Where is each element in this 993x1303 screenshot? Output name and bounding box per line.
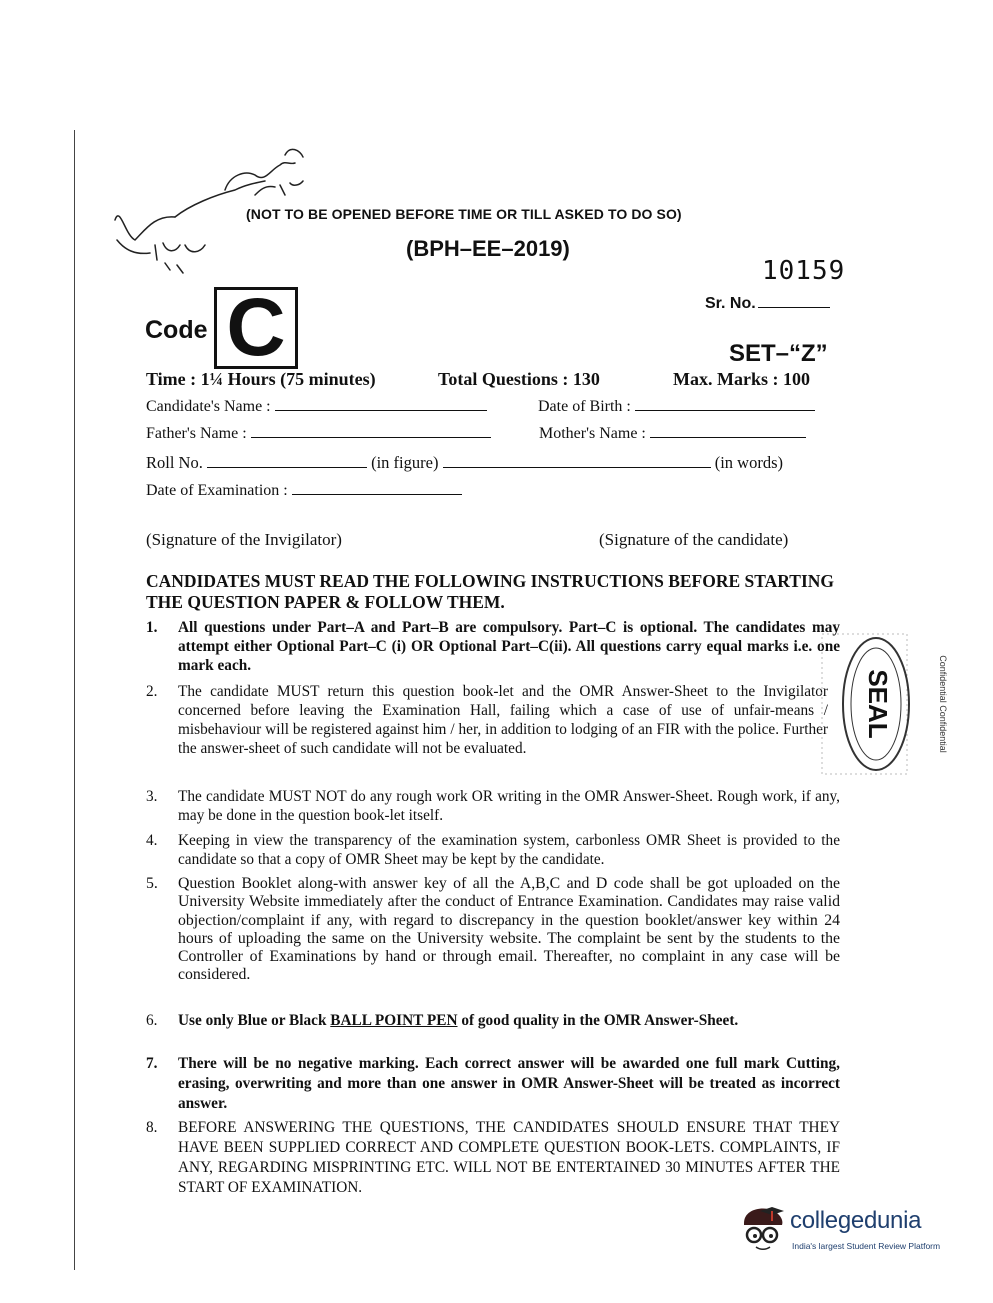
set-label: SET–“Z” — [729, 340, 828, 367]
mascot-icon — [738, 1205, 788, 1253]
serial-number: 10159 — [762, 256, 846, 286]
confidential-seal — [820, 632, 948, 782]
dob-line[interactable] — [635, 398, 815, 411]
candidate-signature: (Signature of the candidate) — [599, 530, 789, 549]
seal-text: SEAL — [863, 669, 894, 739]
max-marks: Max. Marks : 100 — [673, 369, 810, 389]
candidate-name-line[interactable] — [275, 398, 487, 411]
margin-line — [74, 130, 75, 1270]
total-questions: Total Questions : 130 — [438, 369, 600, 389]
mother-name-field[interactable] — [539, 425, 806, 443]
collegedunia-logo — [738, 1205, 941, 1258]
notice-text: (NOT TO BE OPENED BEFORE TIME OR TILL ASKED TO DO SO) — [246, 206, 682, 222]
sr-no-line — [758, 307, 830, 308]
father-name-label: Father's Name : — [146, 425, 247, 442]
logo-wordmark: collegedunia — [790, 1207, 922, 1234]
logo-tagline: India's largest Student Review Platform — [792, 1241, 941, 1251]
sr-no — [705, 295, 830, 313]
seal-ring-text: Confidential Confidential — [938, 655, 948, 753]
dob-label: Date of Birth : — [538, 398, 631, 415]
sr-no-label: Sr. No. — [705, 295, 756, 312]
time-label: Time : 1¼ Hours (75 minutes) — [146, 369, 376, 389]
father-name-line[interactable] — [251, 425, 491, 438]
candidate-name-label: Candidate's Name : — [146, 398, 271, 415]
exam-date-label: Date of Examination : — [146, 482, 288, 499]
exam-code: (BPH–EE–2019) — [406, 236, 570, 261]
in-words-label: (in words) — [714, 453, 783, 472]
exam-date-line[interactable] — [292, 482, 462, 495]
roll-no-figure-line[interactable] — [207, 455, 367, 468]
invigilator-signature: (Signature of the Invigilator) — [146, 530, 342, 549]
candidate-name-field[interactable] — [146, 398, 487, 416]
code-letter-box: C — [214, 287, 298, 369]
father-name-field[interactable] — [146, 425, 491, 443]
mother-name-line[interactable] — [650, 425, 806, 438]
in-figure-label: (in figure) — [371, 453, 439, 472]
instructions-heading: CANDIDATES MUST READ THE FOLLOWING INSTRUCTIONS BEFORE STARTING THE QUESTION PAPER & FOLLOW THEM. — [146, 571, 835, 612]
dob-field[interactable] — [538, 398, 815, 416]
roll-no-field[interactable] — [146, 453, 783, 473]
roll-no-label: Roll No. — [146, 453, 203, 472]
roll-no-words-line[interactable] — [443, 455, 711, 468]
exam-date-field[interactable] — [146, 482, 462, 500]
mother-name-label: Mother's Name : — [539, 425, 646, 442]
code-label: Code — [145, 316, 208, 344]
